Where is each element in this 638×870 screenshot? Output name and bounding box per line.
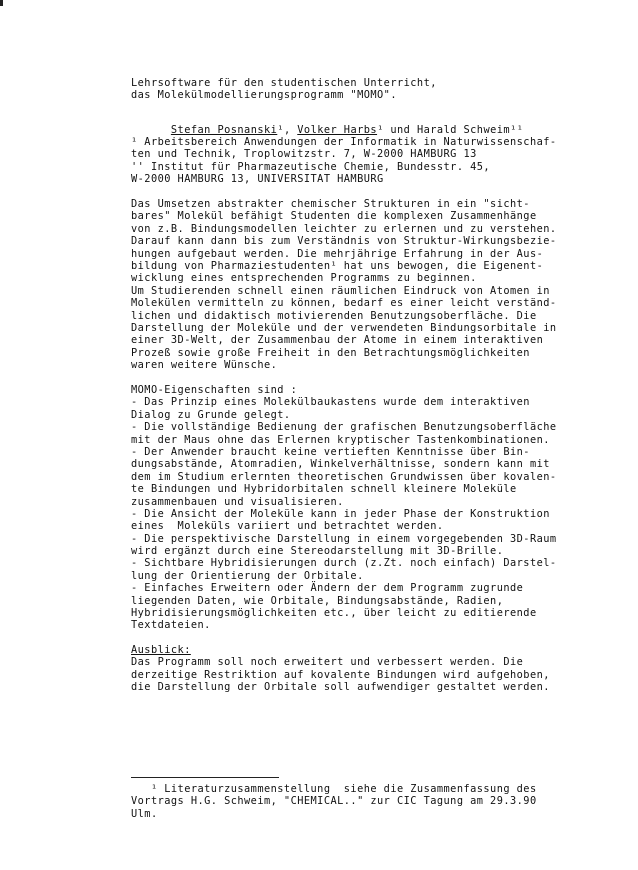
feature-line: dem im Studium erlernten theoretischen Grundwissen über kovalen- (131, 470, 557, 483)
feature-line: zusammenbauen und visualisieren. (131, 495, 344, 508)
body-line: bares" Molekül befähigt Studenten die komplexen Zusammenhänge (131, 210, 537, 223)
section-heading: Ausblick: (131, 644, 191, 656)
affiliation-line: W-2000 HAMBURG 13, UNIVERSITAT HAMBURG (131, 173, 384, 186)
body-line: hungen aufgebaut werden. Die mehrjährige Erfahrung in der Aus- (131, 247, 544, 260)
feature-line: Hybridisierungsmöglichkeiten etc., über leicht zu editierende (131, 607, 537, 620)
body-line: Darstellung der Moleküle und der verwendeten Bindungsorbitale in (131, 321, 557, 334)
outlook-section (131, 644, 601, 694)
affiliation-line: ¹ Arbeitsbereich Anwendungen der Informatik in Naturwissenschaf- (131, 136, 557, 148)
body-line: waren weitere Wünsche. (131, 359, 278, 372)
outlook-line: derzeitige Restriktion auf kovalente Bindungen wird aufgehoben, (131, 668, 550, 681)
feature-line: - Das Prinzip eines Molekülbaukastens wurde dem interaktiven (131, 396, 530, 409)
outlook-line: Das Programm soll noch erweitert und verbessert werden. Die (131, 656, 524, 669)
body-line: Das Umsetzen abstrakter chemischer Strukturen in ein "sicht- (131, 198, 530, 210)
footnote-line: ¹ Literaturzusammenstellung siehe die Zusammenfassung des (131, 783, 537, 795)
feature-line: Textdateien. (131, 619, 211, 632)
author-name: Stefan Posnanski (170, 124, 278, 137)
document-title (131, 77, 601, 102)
feature-line: lung der Orientierung der Orbitale. (131, 569, 364, 582)
author-mark: ¹ (377, 124, 384, 137)
intro-paragraph (131, 198, 601, 371)
footnote-divider (131, 777, 279, 778)
footnote-line: Vortrags H.G. Schweim, "CHEMICAL.." zur CIC Tagung am 29.3.90 (131, 795, 537, 808)
affiliations (131, 136, 601, 186)
feature-line: liegenden Daten, wie Orbitale, Bindungsabstände, Radien, (131, 594, 504, 607)
features-section (131, 384, 601, 632)
author-mark: ¹¹ (510, 124, 524, 137)
body-line: Prozeß sowie große Freiheit in den Betrachtungsmöglichkeiten (131, 346, 530, 359)
body-line: einer 3D-Welt, der Zusammenbau der Atome in einem interaktiven (131, 334, 544, 347)
author-separator: und (383, 124, 417, 137)
feature-line: Dialog zu Grunde gelegt. (131, 408, 291, 421)
feature-line: mit der Maus ohne das Erlernen kryptischer Tastenkombinationen. (131, 433, 550, 446)
body-line: lichen und didaktisch motivierenden Benutzungsoberfläche. Die (131, 309, 537, 322)
affiliation-line: ten und Technik, Troplowitzstr. 7, W-2000 HAMBURG 13 (131, 148, 477, 161)
section-heading: MOMO-Eigenschaften sind : (131, 384, 298, 396)
outlook-line: die Darstellung der Orbitale soll aufwendiger gestaltet werden. (131, 681, 550, 694)
feature-line: dungsabstände, Atomradien, Winkelverhältnisse, sondern kann mit (131, 458, 550, 471)
body-line: Molekülen vermitteln zu können, bedarf es einer leicht verständ- (131, 297, 557, 310)
feature-line: te Bindungen und Hybridorbitalen schnell kleinere Moleküle (131, 483, 517, 496)
scan-artifact-mark (0, 0, 3, 6)
feature-line: wird ergänzt durch eine Stereodarstellung mit 3D-Brille. (131, 545, 504, 558)
title-line: Lehrsoftware für den studentischen Unterricht, (131, 77, 437, 89)
feature-line: - Einfaches Erweitern oder Ändern der dem Programm zugrunde (131, 582, 524, 595)
body-line: Um Studierenden schnell einen räumlichen Eindruck von Atomen in (131, 284, 550, 297)
body-line: wicklung eines entsprechenden Programms zu beginnen. (131, 272, 477, 285)
feature-line: - Die vollständige Bedienung der grafischen Benutzungsoberfläche (131, 421, 557, 434)
author-name: Harald Schweim (416, 124, 511, 137)
body-line: bildung von Pharmaziestudenten¹ hat uns bewogen, die Eigenent- (131, 259, 544, 272)
author-separator: , (283, 124, 298, 137)
feature-line: - Die perspektivische Darstellung in einem vorgegebenden 3D-Raum (131, 532, 557, 545)
feature-line: eines Moleküls variiert und betrachtet werden. (131, 520, 444, 533)
author-mark: ¹ (277, 124, 284, 137)
feature-line: - Der Anwender braucht keine vertieften Kenntnisse über Bin- (131, 445, 530, 458)
footnote-line: Ulm. (131, 807, 158, 820)
author-name: Volker Harbs (297, 124, 378, 137)
footnote (131, 783, 601, 820)
feature-line: - Die Ansicht der Moleküle kann in jeder Phase der Konstruktion (131, 507, 550, 520)
body-line: Darauf kann dann bis zum Verständnis von Struktur-Wirkungsbezie- (131, 235, 557, 248)
title-line: das Molekülmodellierungsprogramm "MOMO". (131, 89, 397, 102)
author-line (131, 112, 601, 137)
feature-line: - Sichtbare Hybridisierungen durch (z.Zt. noch einfach) Darstel- (131, 557, 557, 570)
affiliation-line: '' Institut für Pharmazeutische Chemie, Bundesstr. 45, (131, 160, 491, 173)
body-line: von z.B. Bindungsmodellen leichter zu erlernen und zu verstehen. (131, 222, 557, 235)
